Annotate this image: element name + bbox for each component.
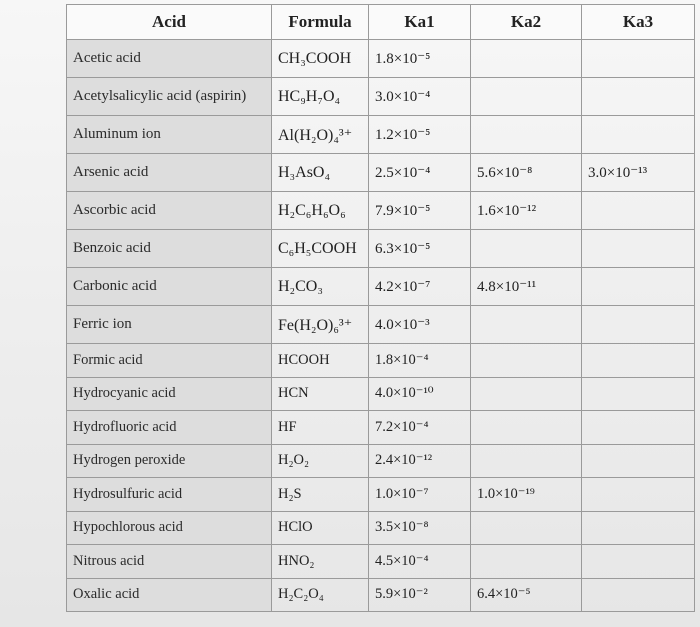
ka2-cell: 5.6×10⁻⁸ [471,154,582,192]
table-row [67,78,695,116]
ka2-cell [471,306,582,344]
ka3-cell [582,478,695,512]
table-row [67,478,695,512]
acid-name-cell: Carbonic acid [67,268,272,306]
formula-cell: HNO₂ [272,545,369,579]
ka3-cell [582,192,695,230]
acid-ka-table [66,4,695,612]
acid-name-cell: Hydrosulfuric acid [67,478,272,512]
acid-name-cell: Nitrous acid [67,545,272,579]
header-ka2: Ka2 [471,5,582,40]
ka1-cell: 4.0×10⁻¹⁰ [369,377,471,411]
ka3-cell [582,78,695,116]
ka3-cell [582,230,695,268]
acid-name-cell: Formic acid [67,344,272,378]
ka1-cell: 2.4×10⁻¹² [369,444,471,478]
table-row [67,545,695,579]
acid-name-cell: Benzoic acid [67,230,272,268]
ka2-cell [471,545,582,579]
formula-cell: H₂CO₃ [272,268,369,306]
formula-cell: HC₉H₇O₄ [272,78,369,116]
formula-cell: H₃AsO₄ [272,154,369,192]
table-row [67,40,695,78]
formula-cell: H₂S [272,478,369,512]
ka3-cell [582,411,695,445]
ka2-cell [471,377,582,411]
ka2-cell: 1.0×10⁻¹⁹ [471,478,582,512]
header-formula: Formula [272,5,369,40]
acid-name-cell: Acetic acid [67,40,272,78]
formula-cell: Al(H₂O)₄³⁺ [272,116,369,154]
formula-cell: CH₃COOH [272,40,369,78]
ka2-cell [471,40,582,78]
header-ka3: Ka3 [582,5,695,40]
acid-name-cell: Hydrocyanic acid [67,377,272,411]
ka3-cell [582,377,695,411]
table-body [67,40,695,612]
ka3-cell [582,40,695,78]
acid-name-cell: Arsenic acid [67,154,272,192]
table-row [67,306,695,344]
formula-cell: HCOOH [272,344,369,378]
ka1-cell: 3.5×10⁻⁸ [369,511,471,545]
acid-name-cell: Ferric ion [67,306,272,344]
formula-cell: HClO [272,511,369,545]
table-row [67,154,695,192]
ka3-cell [582,545,695,579]
table-row [67,230,695,268]
table-row [67,444,695,478]
acid-name-cell: Oxalic acid [67,578,272,612]
ka1-cell: 6.3×10⁻⁵ [369,230,471,268]
ka3-cell [582,511,695,545]
acid-name-cell: Hydrofluoric acid [67,411,272,445]
ka1-cell: 7.2×10⁻⁴ [369,411,471,445]
ka3-cell: 3.0×10⁻¹³ [582,154,695,192]
header-row [67,5,695,40]
ka2-cell [471,78,582,116]
ka2-cell [471,344,582,378]
table-row [67,511,695,545]
ka3-cell [582,444,695,478]
ka1-cell: 3.0×10⁻⁴ [369,78,471,116]
ka3-cell [582,578,695,612]
ka2-cell: 1.6×10⁻¹² [471,192,582,230]
table-row [67,192,695,230]
ka3-cell [582,116,695,154]
ka2-cell: 4.8×10⁻¹¹ [471,268,582,306]
acid-name-cell: Hydrogen peroxide [67,444,272,478]
formula-cell: H₂C₂O₄ [272,578,369,612]
table-row [67,578,695,612]
formula-cell: HF [272,411,369,445]
table-row [67,411,695,445]
ka1-cell: 1.8×10⁻⁴ [369,344,471,378]
ka3-cell [582,344,695,378]
ka1-cell: 4.2×10⁻⁷ [369,268,471,306]
table-row [67,116,695,154]
ka1-cell: 4.0×10⁻³ [369,306,471,344]
ka3-cell [582,268,695,306]
ka1-cell: 4.5×10⁻⁴ [369,545,471,579]
ka2-cell [471,230,582,268]
formula-cell: C₆H₅COOH [272,230,369,268]
ka2-cell [471,411,582,445]
header-acid: Acid [67,5,272,40]
acid-name-cell: Aluminum ion [67,116,272,154]
formula-cell: H₂C₆H₆O₆ [272,192,369,230]
acid-name-cell: Ascorbic acid [67,192,272,230]
table-row [67,344,695,378]
ka1-cell: 5.9×10⁻² [369,578,471,612]
ka3-cell [582,306,695,344]
formula-cell: Fe(H₂O)₆³⁺ [272,306,369,344]
ka2-cell [471,511,582,545]
table-row [67,268,695,306]
formula-cell: H₂O₂ [272,444,369,478]
table-row [67,377,695,411]
ka1-cell: 1.8×10⁻⁵ [369,40,471,78]
formula-cell: HCN [272,377,369,411]
ka1-cell: 1.2×10⁻⁵ [369,116,471,154]
ka2-cell [471,116,582,154]
ka2-cell: 6.4×10⁻⁵ [471,578,582,612]
ka1-cell: 7.9×10⁻⁵ [369,192,471,230]
ka1-cell: 2.5×10⁻⁴ [369,154,471,192]
ka1-cell: 1.0×10⁻⁷ [369,478,471,512]
acid-name-cell: Hypochlorous acid [67,511,272,545]
table-header [67,5,695,40]
ka2-cell [471,444,582,478]
acid-name-cell: Acetylsalicylic acid (aspirin) [67,78,272,116]
header-ka1: Ka1 [369,5,471,40]
